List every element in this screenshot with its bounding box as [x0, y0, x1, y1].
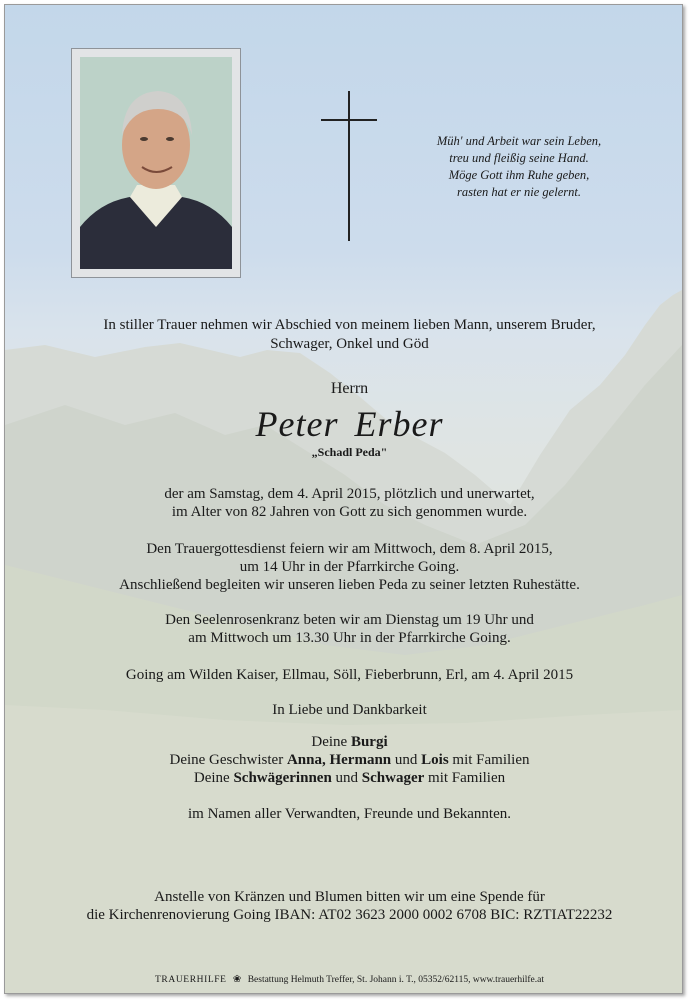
family-line-2: Deine Geschwister Anna, Hermann und Lois mit Familien — [169, 752, 530, 768]
intro-line-1: In stiller Trauer nehmen wir Abschied von meinem lieben Mann, unserem Bruder, — [103, 317, 596, 333]
portrait-icon — [80, 57, 232, 269]
footer-brand: TRAUERHILFE — [155, 975, 227, 985]
donation-line-2: die Kirchenrenovierung Going IBAN: AT02 3623 2000 0002 6708 BIC: RZTIAT22232 — [86, 907, 613, 923]
rosary-line-1: Den Seelenrosenkranz beten wir am Dienstag um 19 Uhr und — [165, 612, 534, 628]
footer-text: Bestattung Helmuth Treffer, St. Johann i. T., 05352/62115, www.trauerhilfe.at — [247, 975, 544, 985]
portrait-photo — [71, 48, 241, 278]
places-date: Going am Wilden Kaiser, Ellmau, Söll, Fieberbrunn, Erl, am 4. April 2015 — [125, 667, 574, 683]
nickname: „Schadl Peda" — [311, 445, 388, 459]
funeral-line-3: Anschließend begleiten wir unseren lieben Peda zu seiner letzten Ruhestätte. — [119, 577, 580, 593]
cross-icon — [321, 91, 377, 243]
death-notice-line-2: im Alter von 82 Jahren von Gott zu sich genommen wurde. — [171, 504, 528, 520]
family-line-1: Deine Burgi — [311, 734, 388, 750]
memorial-verse: Müh' und Arbeit war sein Leben, treu und fleißig seine Hand. Möge Gott ihm Ruhe geben, rasten hat er nie gelernt. — [436, 134, 602, 199]
family-line-3: Deine Schwägerinnen und Schwager mit Familien — [193, 770, 506, 786]
relatives-line: im Namen aller Verwandten, Freunde und Bekannten. — [188, 806, 511, 822]
closing-phrase: In Liebe und Dankbarkeit — [272, 702, 427, 718]
flower-icon: ❀ — [232, 974, 242, 985]
funeral-line-2: um 14 Uhr in der Pfarrkirche Going. — [239, 559, 460, 575]
deceased-name: Peter Erber — [255, 404, 444, 444]
death-notice-line-1: der am Samstag, dem 4. April 2015, plötzlich und unerwartet, — [164, 486, 535, 502]
donation-line-1: Anstelle von Kränzen und Blumen bitten wir um eine Spende für — [154, 889, 545, 905]
obituary-card — [4, 4, 683, 994]
salutation: Herrn — [330, 380, 369, 397]
rosary-line-2: am Mittwoch um 13.30 Uhr in der Pfarrkirche Going. — [188, 630, 511, 646]
funeral-line-1: Den Trauergottesdienst feiern wir am Mittwoch, dem 8. April 2015, — [146, 541, 553, 557]
intro-line-2: Schwager, Onkel und Göd — [270, 336, 429, 352]
footer — [19, 974, 680, 985]
